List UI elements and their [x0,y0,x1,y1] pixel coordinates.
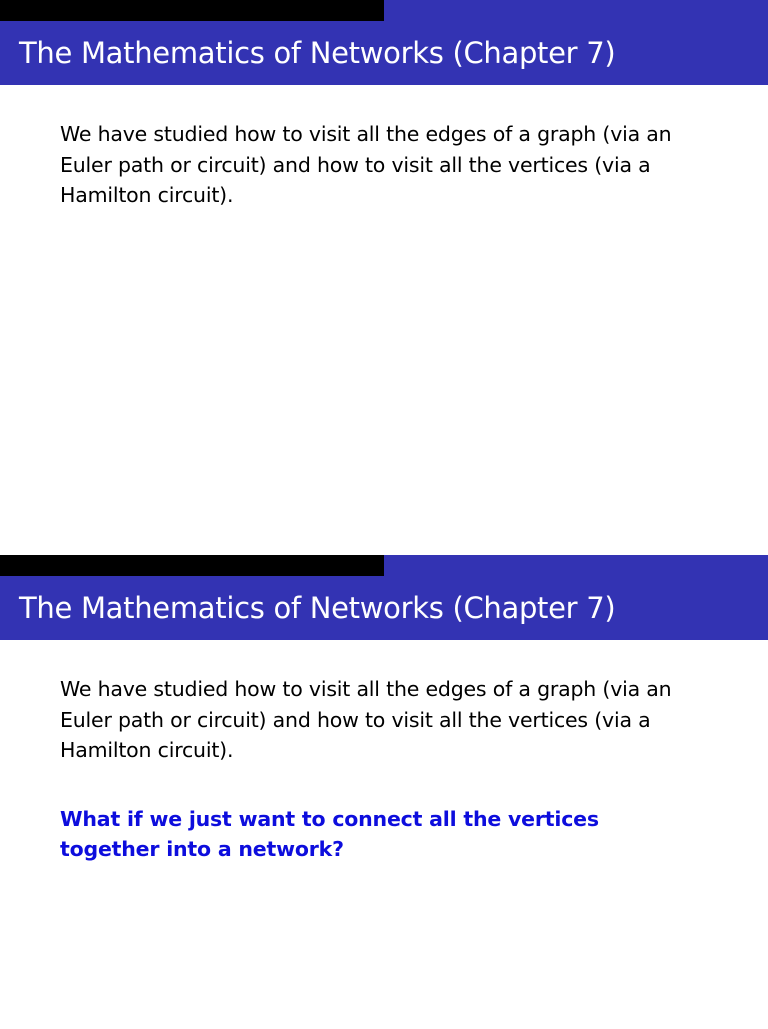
slide-2 [0,555,768,1029]
top-bar-blue-block [384,555,768,576]
body-line: Hamilton circuit). [60,183,234,207]
top-bar-black-block [0,555,384,576]
body-line: We have studied how to visit all the edges of a graph (via an [60,122,672,146]
body-line: We have studied how to visit all the edges of a graph (via an [60,677,672,701]
body-line: Euler path or circuit) and how to visit all the vertices (via a [60,707,651,732]
slide-title-bar [0,21,768,85]
top-bar-blue-block [384,0,768,21]
slide-1 [0,0,768,474]
slide-body-text [60,674,720,766]
question-line: together into a network? [60,837,344,861]
slide-title: The Mathematics of Networks (Chapter 7) [19,36,616,70]
slide-title-bar [0,576,768,640]
question-line: What if we just want to connect all the vertices [60,807,599,831]
slide-body-text [60,119,720,211]
body-line: Euler path or circuit) and how to visit all the vertices (via a [60,152,651,177]
top-bar-black-block [0,0,384,21]
body-line: Hamilton circuit). [60,738,234,762]
slide-top-bar [0,555,768,576]
slide-title: The Mathematics of Networks (Chapter 7) [19,591,616,625]
slide-top-bar [0,0,768,21]
slide-question-text [60,804,700,864]
